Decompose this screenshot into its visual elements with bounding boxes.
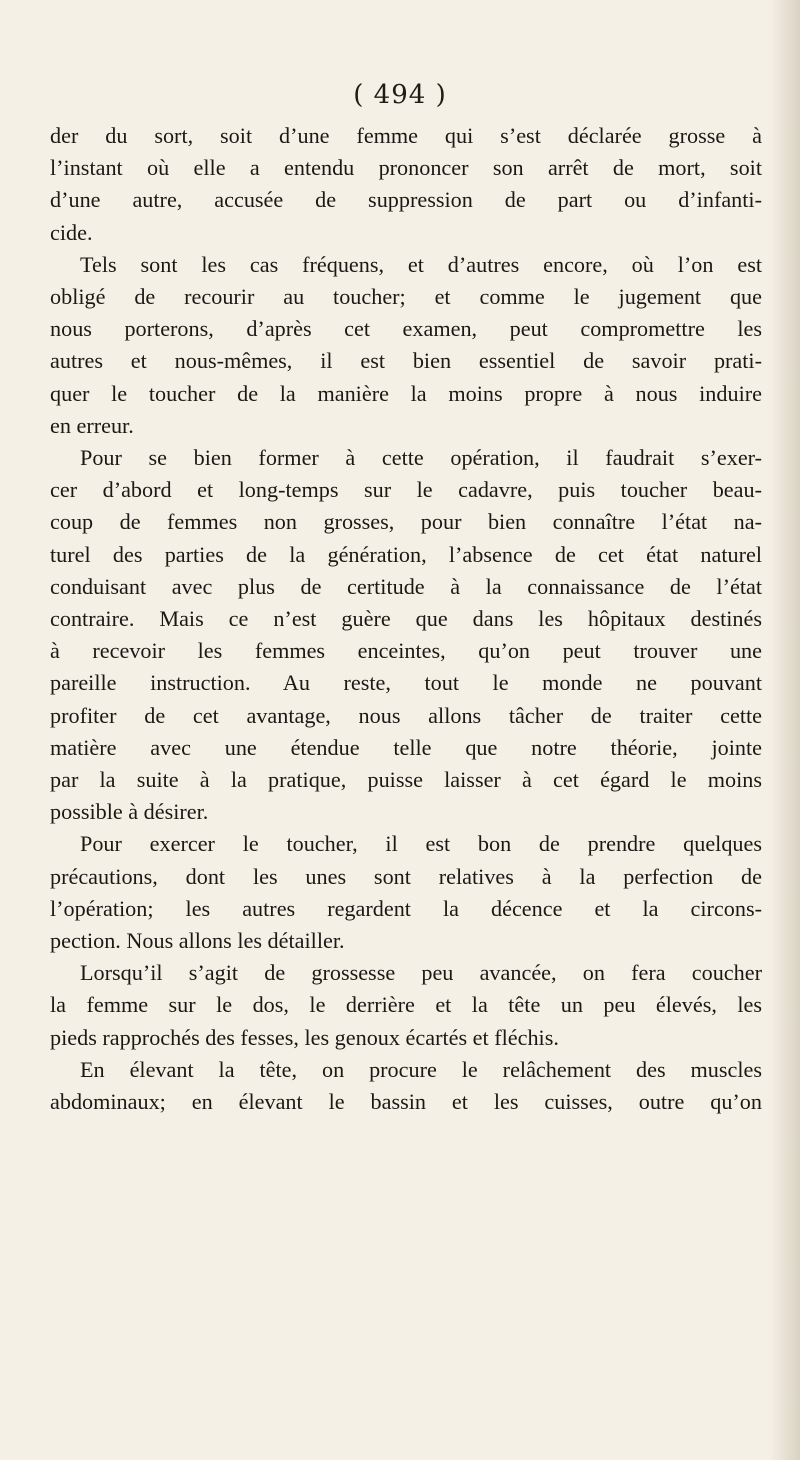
text-line: possible à désirer. bbox=[50, 799, 209, 825]
text-line: cer d’abord et long-temps sur le cadavre, puis toucher beau- bbox=[50, 477, 762, 503]
text-line: la femme sur le dos, le derrière et la tête un peu élevés, les bbox=[50, 992, 762, 1018]
text-line: cide. bbox=[50, 219, 93, 245]
text-line: d’une autre, accusée de suppression de part ou d’infanti- bbox=[50, 187, 762, 213]
text-line: obligé de recourir au toucher; et comme le jugement que bbox=[50, 284, 762, 310]
text-line: pareille instruction. Au reste, tout le monde ne pouvant bbox=[50, 670, 762, 696]
text-line: turel des parties de la génération, l’absence de cet état naturel bbox=[50, 541, 762, 567]
text-line: En élevant la tête, on procure le relâchement des muscles bbox=[80, 1056, 762, 1082]
text-line: matière avec une étendue telle que notre théorie, jointe bbox=[50, 734, 762, 760]
text-line: à recevoir les femmes enceintes, qu’on peut trouver une bbox=[50, 638, 762, 664]
text-line: Lorsqu’il s’agit de grossesse peu avancée, on fera coucher bbox=[80, 960, 762, 986]
text-line: l’opération; les autres regardent la décence et la circons- bbox=[50, 895, 762, 921]
text-line: nous porterons, d’après cet examen, peut compromettre les bbox=[50, 316, 762, 342]
text-line: contraire. Mais ce n’est guère que dans les hôpitaux destinés bbox=[50, 606, 762, 632]
text-line: précautions, dont les unes sont relatives à la perfection de bbox=[50, 863, 762, 889]
text-line: en erreur. bbox=[50, 412, 134, 438]
text-line: conduisant avec plus de certitude à la connaissance de l’état bbox=[50, 573, 762, 599]
text-line: der du sort, soit d’une femme qui s’est déclarée grosse à bbox=[50, 123, 762, 148]
text-line: abdominaux; en élevant le bassin et les cuisses, outre qu’on bbox=[50, 1089, 762, 1115]
page-number: ( 494 ) bbox=[353, 80, 447, 110]
text-line: l’instant où elle a entendu prononcer son arrêt de mort, soit bbox=[50, 155, 762, 181]
text-line: pection. Nous allons les détailler. bbox=[50, 928, 345, 954]
text-line: Pour se bien former à cette opération, il faudrait s’exer- bbox=[80, 445, 762, 471]
text-line: Pour exercer le toucher, il est bon de prendre quelques bbox=[80, 831, 762, 857]
text-line: par la suite à la pratique, puisse laisser à cet égard le moins bbox=[50, 767, 762, 793]
text-line: autres et nous-mêmes, il est bien essentiel de savoir prati- bbox=[50, 348, 762, 374]
body-text bbox=[50, 120, 762, 1118]
text-line: coup de femmes non grosses, pour bien connaître l’état na- bbox=[50, 509, 762, 535]
text-line: quer le toucher de la manière la moins propre à nous induire bbox=[50, 380, 762, 406]
text-line: Tels sont les cas fréquens, et d’autres encore, où l’on est bbox=[80, 251, 762, 277]
text-line: pieds rapprochés des fesses, les genoux écartés et fléchis. bbox=[50, 1024, 559, 1050]
text-line: profiter de cet avantage, nous allons tâcher de traiter cette bbox=[50, 702, 762, 728]
